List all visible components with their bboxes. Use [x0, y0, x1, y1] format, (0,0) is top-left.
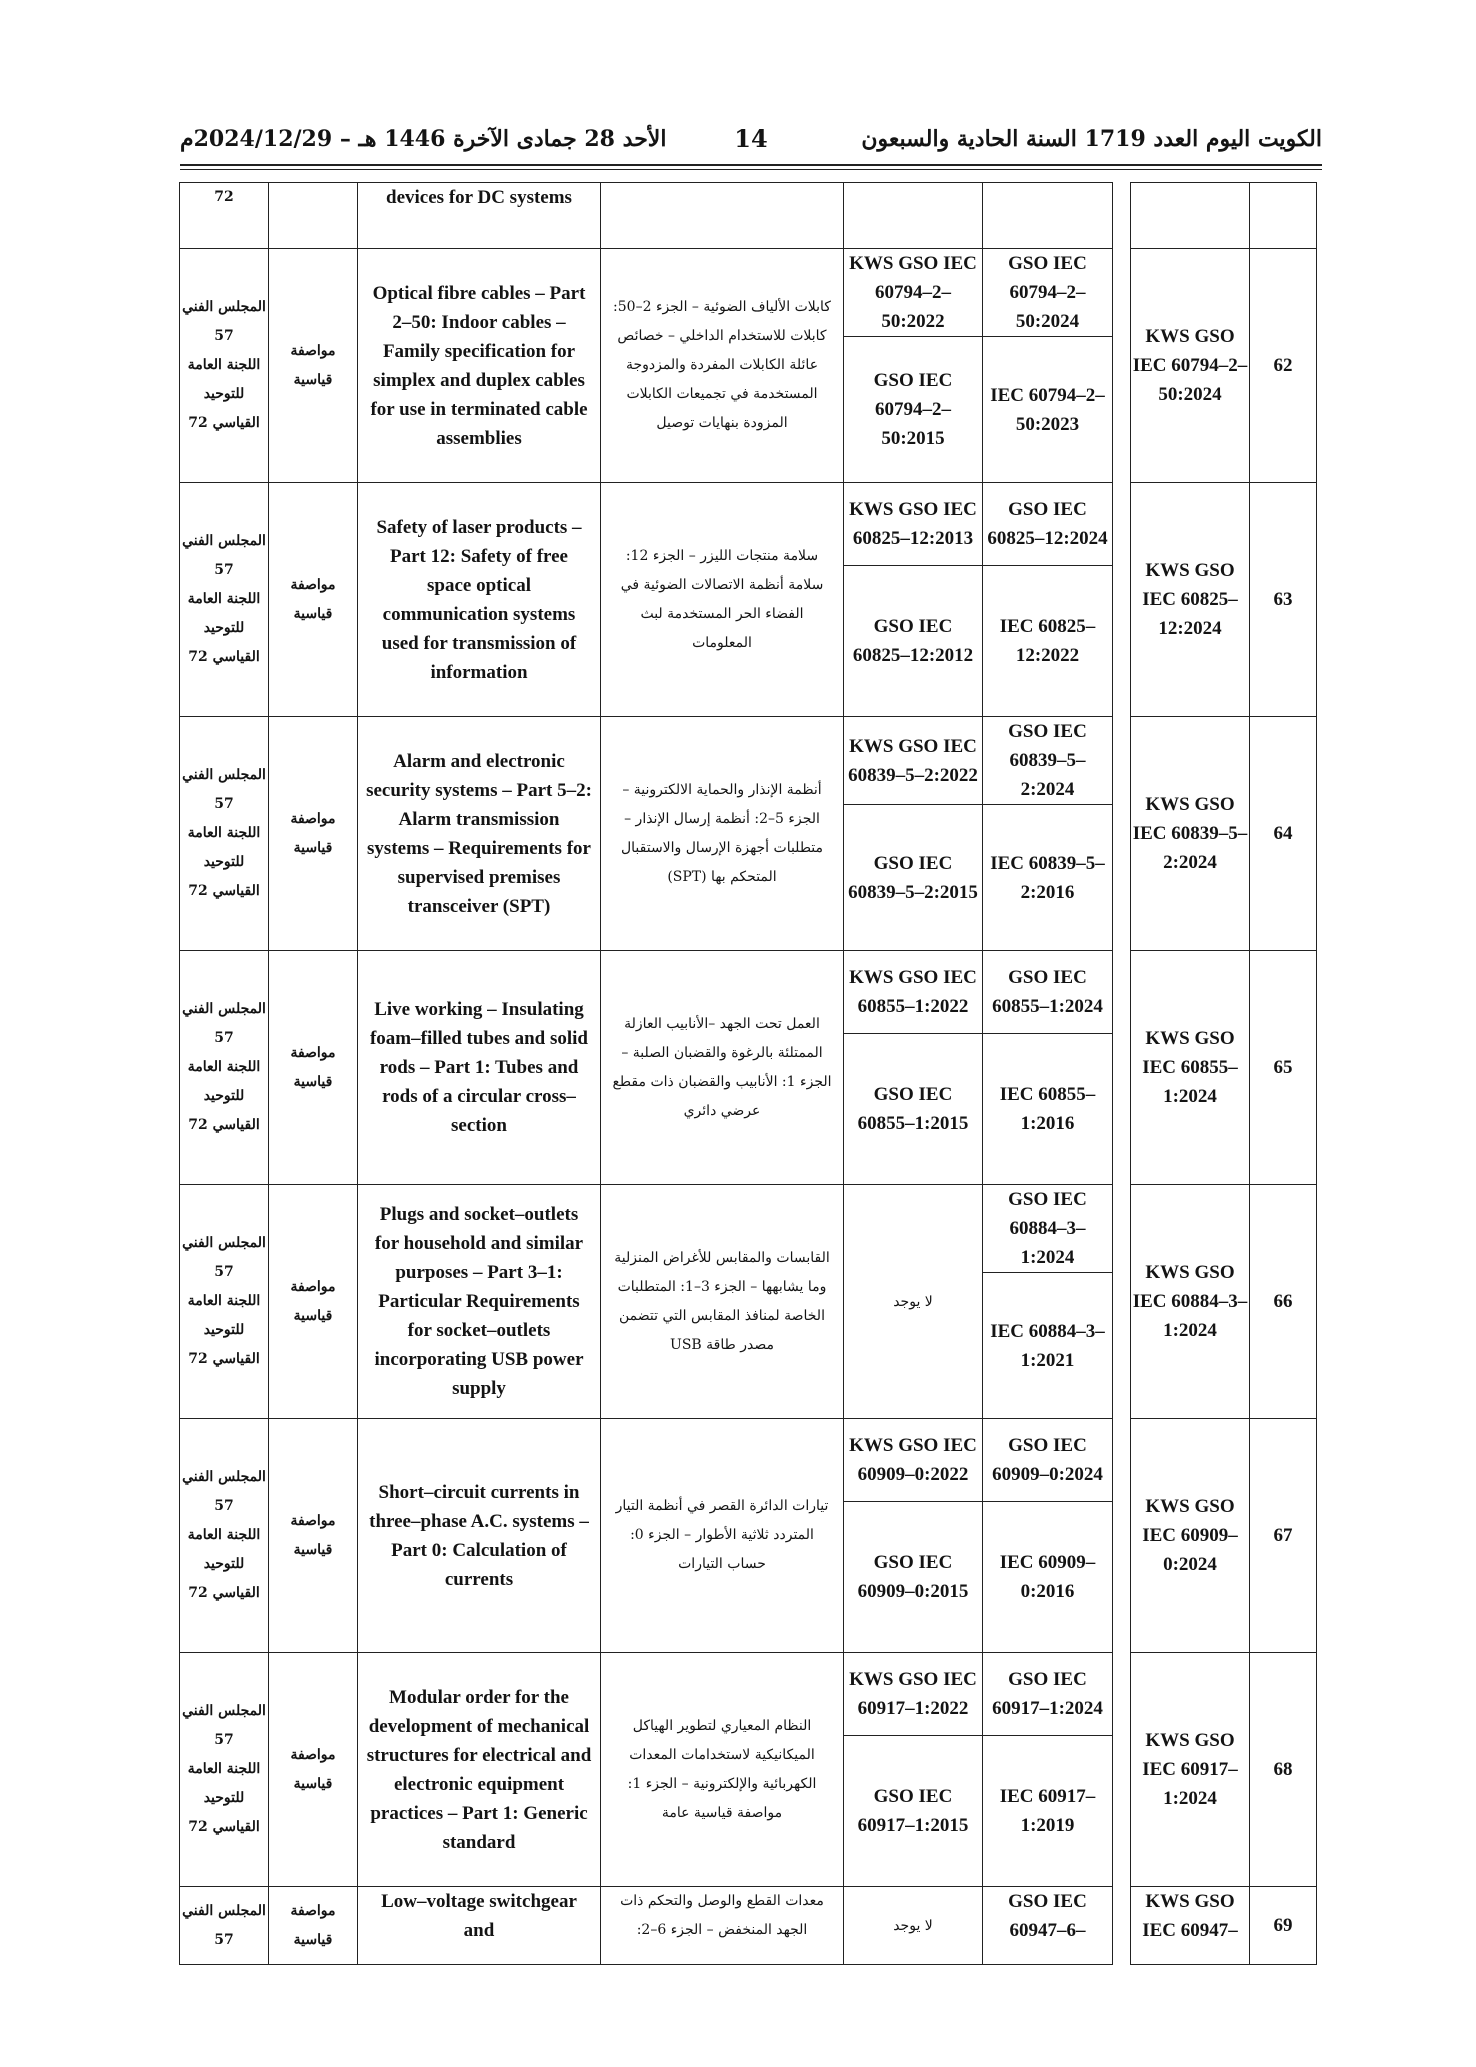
page-number: 14 — [734, 124, 768, 153]
header-rule-thin — [180, 169, 1322, 170]
kws-cell: KWS GSO IEC 60839–5–2:2024 — [1131, 717, 1250, 951]
title-ar-cell: القابسات والمقابس للأغراض المنزلية وما يشابهها – الجزء 3–1: المتطلبات الخاصة لمنافذ المقابس التي تتضمن مصدر طاقة USB — [601, 1185, 844, 1419]
technical-council-label: المجلس الفني 57 — [182, 1235, 266, 1280]
kws-cell: KWS GSO IEC 60855–1:2024 — [1131, 951, 1250, 1185]
title-en-cell: Safety of laser products – Part 12: Safety of free space optical communication systems used for transmission of information — [358, 483, 601, 717]
column-gap — [1113, 1887, 1131, 1965]
old-gso-std-cell: GSO IEC 60909–0:2015 — [844, 1502, 983, 1653]
title-ar-cell: معدات القطع والوصل والتحكم ذات الجهد المنخفض – الجزء 6–2: — [601, 1887, 844, 1965]
table-row-last — [180, 1887, 1317, 1965]
kws-cell: KWS GSO IEC 60825–12:2024 — [1131, 483, 1250, 717]
no-old-std-cell: لا يوجد — [844, 1887, 983, 1965]
title-ar-cell: العمل تحت الجهد –الأنابيب العازلة الممتلئة بالرغوة والقضبان الصلبة – الجزء 1: الأنابيب والقضبان ذات مقطع عرضي دائري — [601, 951, 844, 1185]
gso-new-cell: GSO IEC 60825–12:2024 — [983, 483, 1113, 566]
table-row — [180, 951, 1317, 1034]
old-gso-std-cell: GSO IEC 60855–1:2015 — [844, 1034, 983, 1185]
gso-new-cell: GSO IEC 60917–1:2024 — [983, 1653, 1113, 1736]
type-cell: مواصفة قياسية — [269, 249, 358, 483]
technical-council-label: المجلس الفني 57 — [182, 767, 266, 812]
committee-cell — [180, 249, 269, 483]
row-number: 67 — [1250, 1419, 1317, 1653]
iec-source-cell: IEC 60884–3–1:2021 — [983, 1273, 1113, 1419]
type-cell: مواصفة قياسية — [269, 1185, 358, 1419]
iec-source-cell: IEC 60917–1:2019 — [983, 1736, 1113, 1887]
type-cell: مواصفة قياسية — [269, 1887, 358, 1965]
column-gap — [1113, 249, 1131, 483]
title-ar-cell: كابلات الألياف الضوئية – الجزء 2–50: كابلات للاستخدام الداخلي – خصائص عائلة الكابلات المفردة والمزدوجة المستخدمة في تجميعات الكابلات المزودة بنهايات توصيل — [601, 249, 844, 483]
type-cell: مواصفة قياسية — [269, 717, 358, 951]
title-en-cell: devices for DC systems — [358, 183, 601, 249]
old-kws-std-cell: KWS GSO IEC 60825–12:2013 — [844, 483, 983, 566]
no-old-std-cell: لا يوجد — [844, 1185, 983, 1419]
committee-label: اللجنة العامة للتوحيد القياسي 72 — [187, 1293, 261, 1367]
gso-new-cell: GSO IEC 60884–3–1:2024 — [983, 1185, 1113, 1273]
old-gso-std-cell: GSO IEC 60917–1:2015 — [844, 1736, 983, 1887]
committee-label: اللجنة العامة للتوحيد القياسي 72 — [187, 1059, 261, 1133]
committee-label: اللجنة العامة للتوحيد القياسي 72 — [187, 1527, 261, 1601]
old-gso-std-cell: GSO IEC 60794–2–50:2015 — [844, 337, 983, 483]
iec-source-cell: IEC 60825–12:2022 — [983, 566, 1113, 717]
header-rule-thick — [180, 164, 1322, 166]
title-ar-cell: سلامة منتجات الليزر – الجزء 12: سلامة أنظمة الاتصالات الضوئية في الفضاء الحر المستخدمة لبث المعلومات — [601, 483, 844, 717]
committee-cell — [180, 1419, 269, 1653]
table-row — [180, 483, 1317, 566]
num-cell — [1250, 183, 1317, 249]
iec-source-cell: IEC 60794–2–50:2023 — [983, 337, 1113, 483]
table-row-continued — [180, 183, 1317, 249]
column-gap — [1113, 717, 1131, 951]
column-gap — [1113, 1653, 1131, 1887]
title-en-cell: Plugs and socket–outlets for household and similar purposes – Part 3–1: Particular Requirements for socket–outlets incorporating USB power supply — [358, 1185, 601, 1419]
committee-label: اللجنة العامة للتوحيد القياسي 72 — [187, 1761, 261, 1835]
gazette-date-label: الأحد 28 جمادى الآخرة 1446 هـ – 2024/12/29م — [180, 126, 667, 152]
title-en-cell: Short–circuit currents in three–phase A.C. systems – Part 0: Calculation of currents — [358, 1419, 601, 1653]
row-number: 69 — [1250, 1887, 1317, 1965]
row-number: 65 — [1250, 951, 1317, 1185]
gso-new-cell: GSO IEC 60839–5–2:2024 — [983, 717, 1113, 805]
committee-cell — [180, 951, 269, 1185]
column-gap — [1113, 1185, 1131, 1419]
technical-council-label: المجلس الفني 57 — [182, 533, 266, 578]
iec-source-cell: IEC 60839–5–2:2016 — [983, 805, 1113, 951]
technical-council-label: المجلس الفني 57 — [182, 1469, 266, 1514]
row-number: 62 — [1250, 249, 1317, 483]
title-en-cell: Alarm and electronic security systems – Part 5–2: Alarm transmission systems – Requirements for supervised premises transceiver (SPT) — [358, 717, 601, 951]
old-gso-std-cell: GSO IEC 60839–5–2:2015 — [844, 805, 983, 951]
column-gap — [1113, 951, 1131, 1185]
committee-cell — [180, 1185, 269, 1419]
type-cell: مواصفة قياسية — [269, 1653, 358, 1887]
committee-label: اللجنة العامة للتوحيد القياسي 72 — [187, 591, 261, 665]
kws-cell: KWS GSO IEC 60917–1:2024 — [1131, 1653, 1250, 1887]
technical-council-label: المجلس الفني 57 — [182, 1703, 266, 1748]
committee-cell: 72 — [180, 183, 269, 249]
gso-new-cell: GSO IEC 60947–6– — [983, 1887, 1113, 1965]
committee-cell — [180, 1653, 269, 1887]
table-row — [180, 1419, 1317, 1502]
technical-council-label: المجلس الفني 57 — [182, 299, 266, 344]
old-kws-std-cell: KWS GSO IEC 60917–1:2022 — [844, 1653, 983, 1736]
committee-cell — [180, 717, 269, 951]
type-cell: مواصفة قياسية — [269, 951, 358, 1185]
column-gap — [1113, 483, 1131, 717]
type-cell: مواصفة قياسية — [269, 1419, 358, 1653]
kws-cell: KWS GSO IEC 60947– — [1131, 1887, 1250, 1965]
table-row — [180, 1653, 1317, 1736]
old-kws-std-cell: KWS GSO IEC 60794–2–50:2022 — [844, 249, 983, 337]
standards-table — [179, 182, 1317, 1965]
committee-label: اللجنة العامة للتوحيد القياسي 72 — [187, 357, 261, 431]
page-header — [180, 120, 1322, 162]
old-kws-std-cell: KWS GSO IEC 60909–0:2022 — [844, 1419, 983, 1502]
gso-new-cell: GSO IEC 60909–0:2024 — [983, 1419, 1113, 1502]
title-ar-cell — [601, 183, 844, 249]
iec-source-cell: IEC 60855–1:2016 — [983, 1034, 1113, 1185]
row-number: 68 — [1250, 1653, 1317, 1887]
gso-new-cell: GSO IEC 60794–2–50:2024 — [983, 249, 1113, 337]
type-cell: مواصفة قياسية — [269, 483, 358, 717]
old-kws-std-cell: KWS GSO IEC 60839–5–2:2022 — [844, 717, 983, 805]
column-gap — [1113, 1419, 1131, 1653]
title-en-cell: Modular order for the development of mechanical structures for electrical and electronic equipment practices – Part 1: Generic standard — [358, 1653, 601, 1887]
row-number: 63 — [1250, 483, 1317, 717]
type-cell — [269, 183, 358, 249]
committee-cell — [180, 483, 269, 717]
table-row — [180, 1185, 1317, 1273]
kws-cell: KWS GSO IEC 60909–0:2024 — [1131, 1419, 1250, 1653]
row-number: 64 — [1250, 717, 1317, 951]
iec-source-cell: IEC 60909–0:2016 — [983, 1502, 1113, 1653]
old-gso-std-cell: GSO IEC 60825–12:2012 — [844, 566, 983, 717]
technical-council-label: المجلس الفني 57 — [182, 1001, 266, 1046]
title-ar-cell: أنظمة الإنذار والحماية الالكترونية – الجزء 5–2: أنظمة إرسال الإنذار – متطلبات أجهزة الإرسال والاستقبال المتحكم بها (SPT) — [601, 717, 844, 951]
kws-cell: KWS GSO IEC 60794–2–50:2024 — [1131, 249, 1250, 483]
old-kws-std-cell: KWS GSO IEC 60855–1:2022 — [844, 951, 983, 1034]
gso-new-cell: GSO IEC 60855–1:2024 — [983, 951, 1113, 1034]
committee-label: اللجنة العامة للتوحيد القياسي 72 — [187, 825, 261, 899]
title-ar-cell: النظام المعياري لتطوير الهياكل الميكانيكية لاستخدامات المعدات الكهربائية والإلكترونية – الجزء 1: مواصفة قياسية عامة — [601, 1653, 844, 1887]
source-std-cell — [983, 183, 1113, 249]
old-std-cell — [844, 183, 983, 249]
committee-cell: المجلس الفني 57 — [180, 1887, 269, 1965]
title-en-cell: Optical fibre cables – Part 2–50: Indoor cables – Family specification for simplex and duplex cables for use in terminated cable assemblies — [358, 249, 601, 483]
title-ar-cell: تيارات الدائرة القصر في أنظمة التيار المتردد ثلاثية الأطوار – الجزء 0: حساب التيارات — [601, 1419, 844, 1653]
gazette-issue-label: الكويت اليوم العدد 1719 السنة الحادية والسبعون — [861, 126, 1322, 152]
row-number: 66 — [1250, 1185, 1317, 1419]
column-gap — [1113, 183, 1131, 249]
title-en-cell: Low–voltage switchgear and — [358, 1887, 601, 1965]
kws-cell: KWS GSO IEC 60884–3–1:2024 — [1131, 1185, 1250, 1419]
title-en-cell: Live working – Insulating foam–filled tubes and solid rods – Part 1: Tubes and rods of a circular cross–section — [358, 951, 601, 1185]
kws-cell — [1131, 183, 1250, 249]
table-row — [180, 249, 1317, 337]
table-row — [180, 717, 1317, 805]
